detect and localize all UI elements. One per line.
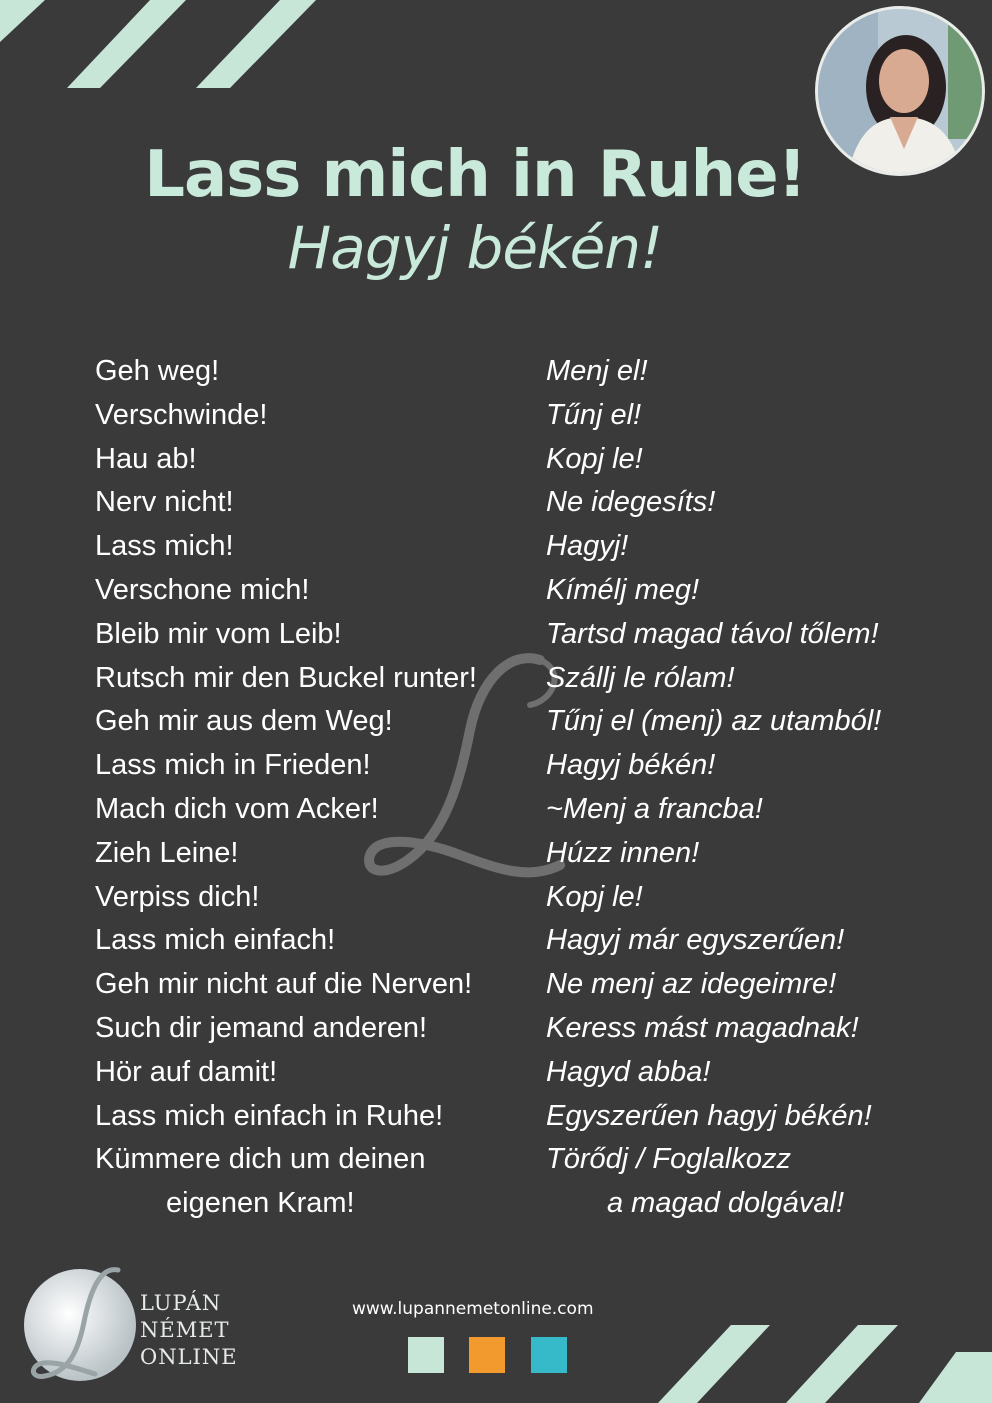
german-phrase: eigenen Kram!: [166, 1187, 355, 1220]
hungarian-translation: Kímélj meg!: [546, 573, 700, 606]
phrase-row: [95, 481, 955, 525]
german-phrase: Bleib mir vom Leib!: [95, 617, 342, 650]
phrase-list: [95, 350, 955, 1226]
german-phrase: Geh mir nicht auf die Nerven!: [95, 968, 473, 1001]
phrase-row: [95, 788, 955, 832]
hungarian-translation: Hagyd abba!: [546, 1055, 711, 1088]
phrase-row: [95, 700, 955, 744]
hungarian-translation: Egyszerűen hagyj békén!: [546, 1099, 872, 1132]
website-link[interactable]: www.lupannemetonline.com: [352, 1299, 594, 1319]
brand-line: ONLINE: [140, 1345, 238, 1369]
german-phrase: Verschwinde!: [95, 398, 268, 431]
german-phrase: Lass mich in Frieden!: [95, 749, 371, 782]
german-phrase: Hau ab!: [95, 442, 197, 475]
color-swatch-mint: [408, 1337, 444, 1373]
brand-wordmark: [140, 1290, 238, 1371]
phrase-row: [95, 350, 955, 394]
phrase-row: [95, 613, 955, 657]
phrase-row: [95, 1095, 955, 1139]
lupan-logo-icon: [20, 1262, 140, 1387]
hungarian-translation: Tűnj el (menj) az utamból!: [546, 705, 882, 738]
german-phrase: Lass mich!: [95, 530, 234, 563]
hungarian-translation: Ne menj az idegeimre!: [546, 968, 837, 1001]
german-phrase: Verschone mich!: [95, 573, 310, 606]
phrase-row: [95, 963, 955, 1007]
phrase-row: [95, 569, 955, 613]
hungarian-translation: Szállj le rólam!: [546, 661, 735, 694]
hungarian-translation: Menj el!: [546, 355, 648, 387]
hungarian-translation: ~Menj a francba!: [546, 792, 763, 825]
hungarian-translation: Kopj le!: [546, 442, 643, 475]
color-swatch-teal: [531, 1337, 567, 1373]
page-title: Lass mich in Ruhe!: [144, 138, 806, 212]
german-phrase: Hör auf damit!: [95, 1055, 278, 1088]
german-phrase: Zieh Leine!: [95, 836, 239, 869]
german-phrase: Nerv nicht!: [95, 486, 234, 519]
german-phrase: Lass mich einfach in Ruhe!: [95, 1099, 444, 1132]
brand-line: NÉMET: [140, 1318, 230, 1342]
german-phrase: Verpiss dich!: [95, 880, 260, 913]
german-phrase: Mach dich vom Acker!: [95, 792, 379, 825]
phrase-row: [95, 438, 955, 482]
hungarian-translation: a magad dolgával!: [607, 1187, 844, 1220]
hungarian-translation: Húzz innen!: [546, 836, 700, 869]
hungarian-translation: Keress mást magadnak!: [546, 1011, 859, 1044]
phrase-row: [95, 832, 955, 876]
german-phrase: Rutsch mir den Buckel runter!: [95, 661, 477, 694]
hungarian-translation: Ne idegesíts!: [546, 486, 716, 519]
phrase-row: [95, 1182, 955, 1226]
phrase-row: [95, 1007, 955, 1051]
phrase-row: [95, 657, 955, 701]
phrase-row: [95, 1051, 955, 1095]
hungarian-translation: Hagyj már egyszerűen!: [546, 924, 845, 957]
phrase-row: [95, 919, 955, 963]
german-phrase: Kümmere dich um deinen: [95, 1143, 426, 1176]
hungarian-translation: Kopj le!: [546, 880, 643, 913]
top-stripes-decoration: [0, 0, 330, 95]
german-phrase: Geh mir aus dem Weg!: [95, 705, 393, 738]
brand-line: LUPÁN: [140, 1291, 222, 1315]
phrase-row: [95, 525, 955, 569]
phrase-row: [95, 1138, 955, 1182]
hungarian-translation: Hagyj!: [546, 530, 629, 563]
phrase-row: [95, 876, 955, 920]
hungarian-translation: Tűnj el!: [546, 398, 642, 431]
phrase-row: [95, 394, 955, 438]
hungarian-translation: Tartsd magad távol tőlem!: [546, 617, 879, 650]
hungarian-translation: Törődj / Foglalkozz: [546, 1143, 791, 1176]
phrase-row: [95, 744, 955, 788]
hungarian-translation: Hagyj békén!: [546, 749, 716, 782]
color-swatch-orange: [469, 1337, 505, 1373]
german-phrase: Lass mich einfach!: [95, 924, 336, 957]
page-subtitle: Hagyj békén!: [287, 214, 663, 282]
german-phrase: Such dir jemand anderen!: [95, 1011, 428, 1044]
german-phrase: Geh weg!: [95, 355, 220, 387]
